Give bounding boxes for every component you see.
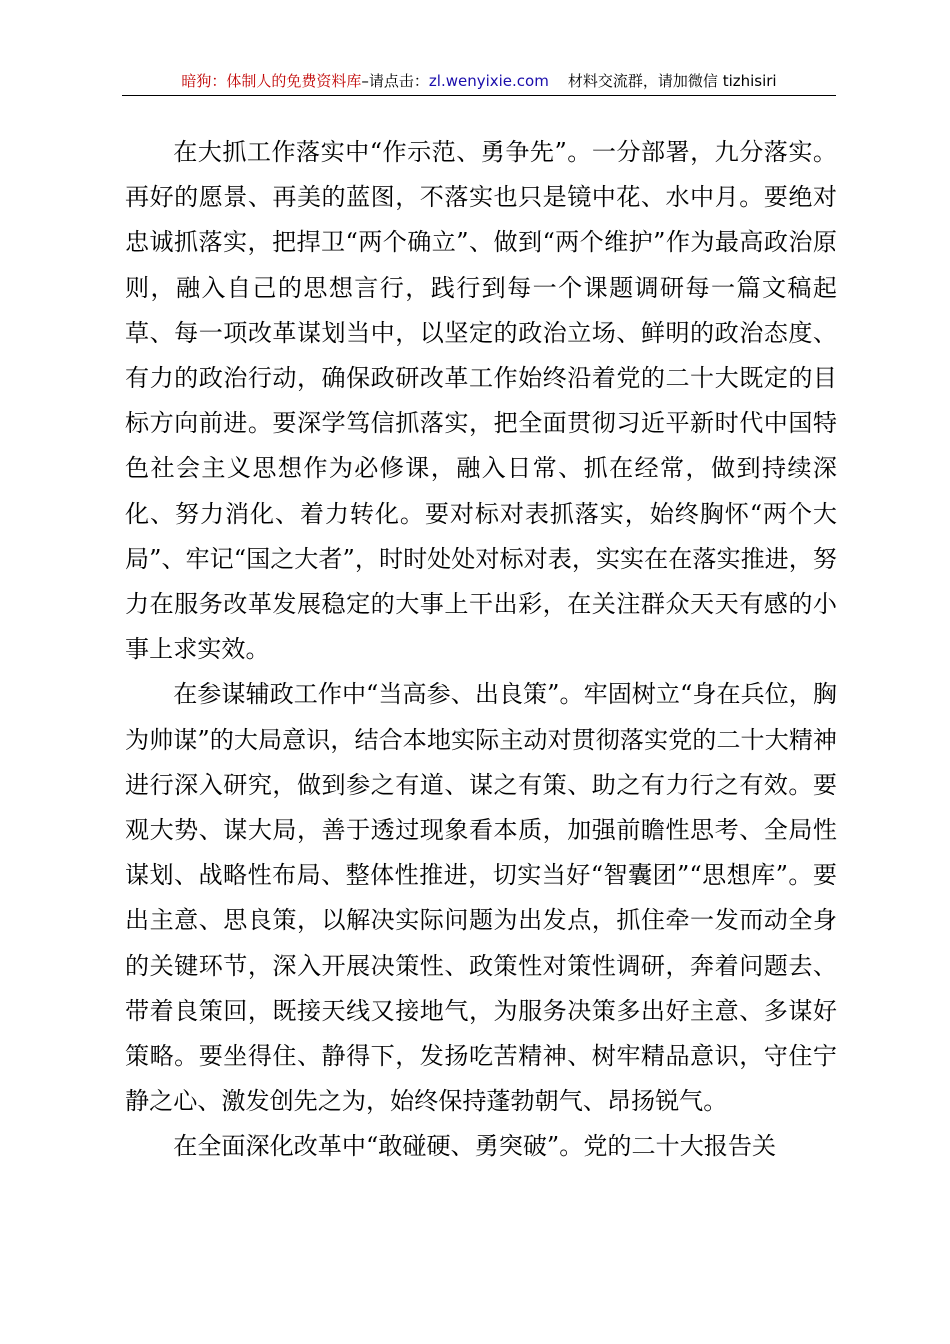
header-prompt: –请点击： xyxy=(361,72,429,90)
paragraph: 在参谋辅政工作中“当高参、出良策”。牢固树立“身在兵位，胸为帅谋”的大局意识，结合本地实际主动对贯彻落实党的二十大精神进行深入研究，做到参之有道、谋之有策、助之有力行之有效。要观大势、谋大局，善于透过现象看本质，加强前瞻性思考、全局性谋划、战略性布局、整体性推进，切实当好“智囊团”“思想库”。要出主意、思良策，以解决实际问题为出发点，抓住牵一发而动全身的关键环节，深入开展决策性、政策性对策性调研，奔着问题去、带着良策回，既接天线又接地气，为服务决策多出好主意、多谋好策略。要坐得住、静得下，发扬吃苦精神、树牢精品意识，守住宁静之心、激发创先之为，始终保持蓬勃朝气、昂扬锐气。 xyxy=(125,680,837,1116)
header-link[interactable]: zl.wenyixie.com xyxy=(428,72,549,90)
header-brand: 暗狗：体制人的免费资料库 xyxy=(181,72,362,90)
paragraph: 在大抓工作落实中“作示范、勇争先”。一分部署，九分落实。再好的愿景、再美的蓝图，不落实也只是镜中花、水中月。要绝对忠诚抓落实，把捍卫“两个确立”、做到“两个维护”作为最高政治原则，融入自己的思想言行，践行到每一个课题调研每一篇文稿起草、每一项改革谋划当中，以坚定的政治立场、鲜明的政治态度、有力的政治行动，确保政研改革工作始终沿着党的二十大既定的目标方向前进。要深学笃信抓落实，把全面贯彻习近平新时代中国特色社会主义思想作为必修课，融入日常、抓在经常，做到持续深化、努力消化、着力转化。要对标对表抓落实，始终胸怀“两个大局”、牢记“国之大者”，时时处处对标对表，实实在在落实推进，努力在服务改革发展稳定的大事上干出彩，在关注群众天天有感的小事上求实效。 xyxy=(125,138,837,664)
header-divider xyxy=(122,95,836,96)
header-contact: 材料交流群，请加微信 tizhisiri xyxy=(567,72,777,90)
document-body xyxy=(125,130,837,1170)
page-header xyxy=(122,70,836,94)
paragraph: 在全面深化改革中“敢碰硬、勇突破”。党的二十大报告关 xyxy=(173,1132,777,1161)
